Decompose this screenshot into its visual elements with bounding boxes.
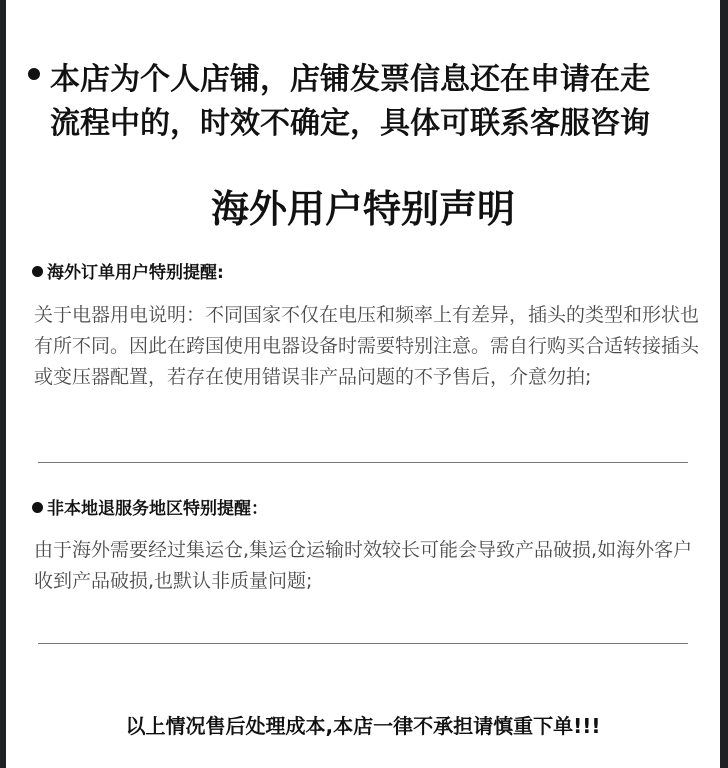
divider xyxy=(38,643,688,644)
bullet-dot xyxy=(28,68,40,80)
section-heading-overseas-orders xyxy=(32,258,224,283)
divider xyxy=(38,462,688,463)
section-heading-text: 海外订单用户特别提醒: xyxy=(47,263,224,283)
section-heading-non-local-returns xyxy=(32,494,268,519)
page-title: 海外用户特别声明 xyxy=(210,187,515,231)
footer-warning: 以上情况售后处理成本,本店一律不承担请慎重下单!!! xyxy=(125,714,601,738)
invoice-notice-text: 本店为个人店铺，店铺发票信息还在申请在走 流程中的，时效不确定，具体可联系客服咨询 xyxy=(50,62,650,141)
section-body-electrical: 关于电器用电说明：不同国家不仅在电压和频率上有差异，插头的类型和形状也有所不同。因此在跨国使用电器设备时需要特别注意。需自行购买合适转接插头或变压器配置，若存在使用错误非产品问题的不予售后，介意勿拍; xyxy=(34,304,700,388)
document-page xyxy=(6,0,720,768)
bullet-dot xyxy=(32,502,43,513)
section-heading-text: 非本地退服务地区特别提醒： xyxy=(47,499,268,519)
section-body-shipping: 由于海外需要经过集运仓,集运仓运输时效较长可能会导致产品破损,如海外客户收到产品破损,也默认非质量问题; xyxy=(34,539,693,592)
bullet-dot xyxy=(32,266,43,277)
invoice-notice xyxy=(28,58,718,146)
